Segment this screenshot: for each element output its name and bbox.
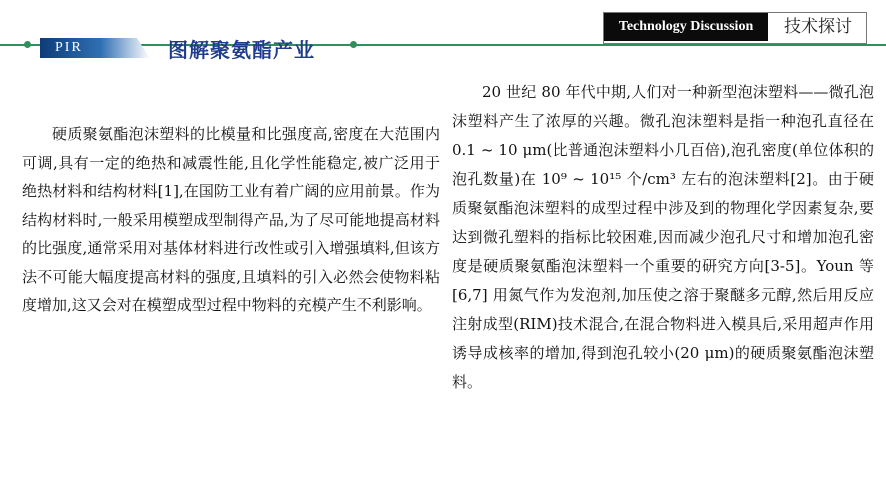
divider-left-dot: [24, 41, 31, 48]
pir-badge-label: PIR: [55, 40, 83, 55]
section-tag-english: Technology Discussion: [604, 13, 768, 41]
left-column-paragraph: 硬质聚氨酯泡沫塑料的比模量和比强度高,密度在大范围内可调,具有一定的绝热和减震性能,且化学性能稳定,被广泛用于绝热材料和结构材料[1],在国防工业有着广阔的应用前景。作为结构材料时,一般采用模塑成型制得产品,为了尽可能地提高材料的比强度,通常采用对基体材料进行改性或引入增强填料,但该方法不可能大幅度提高材料的强度,且填料的引入必然会使物料粘度增加,这又会对在模塑成型过程中物料的充模产生不利影响。: [22, 125, 440, 314]
right-column-paragraph: 20 世纪 80 年代中期,人们对一种新型泡沫塑料——微孔泡沫塑料产生了浓厚的兴趣。微孔泡沫塑料是指一种泡孔直径在 0.1 ~ 10 μm(比普通泡沫塑料小几百倍),泡孔密度(单位体积的泡孔数量)在 10⁹ ~ 10¹⁵ 个/cm³ 左右的泡沫塑料[2]。由于硬质聚氨酯泡沫塑料的成型过程中涉及到的物理化学因素复杂,要达到微孔塑料的指标比较困难,因而减少泡孔尺寸和增加泡孔密度是硬质聚氨酯泡沫塑料一个重要的研究方向[3-5]。Youn 等[6,7] 用氮气作为发泡剂,加压使之溶于聚醚多元醇,然后用反应注射成型(RIM)技术混合,在混合物料进入模具后,采用超声作用诱导成核率的增加,得到泡孔较小(20 μm)的硬质聚氨酯泡沫塑料。: [452, 83, 874, 391]
page-title: 图解聚氨酯产业: [168, 38, 315, 62]
divider-mid-dot: [350, 41, 357, 48]
section-tag-chinese: 技术探讨: [784, 17, 852, 37]
